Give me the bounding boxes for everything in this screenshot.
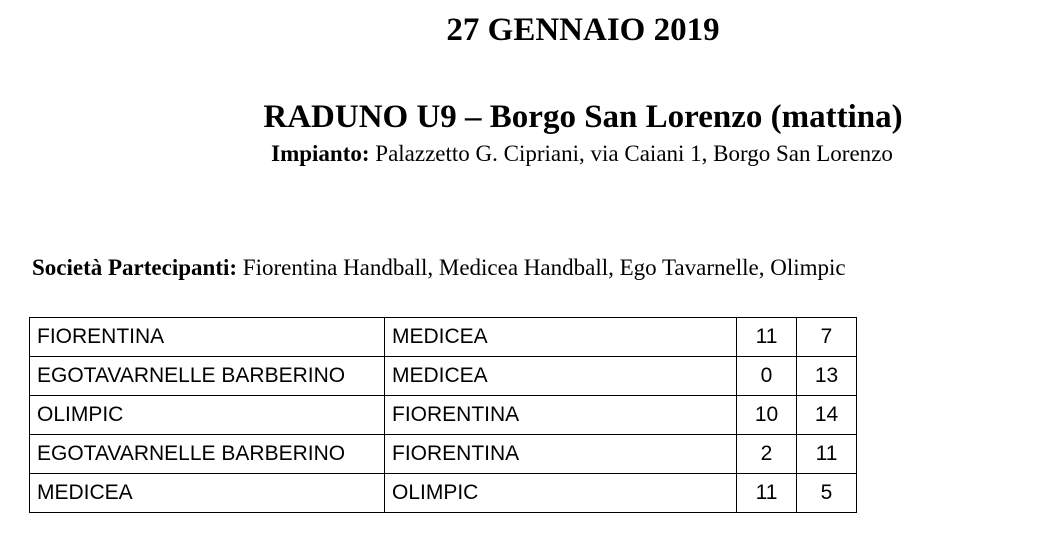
home-score-cell: 2 bbox=[737, 435, 797, 474]
participants-line bbox=[32, 253, 846, 283]
venue-label: Impianto: bbox=[271, 141, 370, 166]
home-score-cell: 11 bbox=[737, 318, 797, 357]
away-team-cell: FIORENTINA bbox=[385, 435, 737, 474]
participants-value: Fiorentina Handball, Medicea Handball, Ego Tavarnelle, Olimpic bbox=[237, 255, 846, 280]
home-score-cell: 0 bbox=[737, 357, 797, 396]
results-table bbox=[29, 317, 857, 513]
away-score-cell: 13 bbox=[797, 357, 857, 396]
home-team-cell: OLIMPIC bbox=[30, 396, 385, 435]
home-score-cell: 11 bbox=[737, 474, 797, 513]
home-team-cell: MEDICEA bbox=[30, 474, 385, 513]
table-row bbox=[30, 396, 857, 435]
away-score-cell: 14 bbox=[797, 396, 857, 435]
venue-value: Palazzetto G. Cipriani, via Caiani 1, Borgo San Lorenzo bbox=[369, 141, 893, 166]
participants-label: Società Partecipanti: bbox=[32, 255, 238, 280]
event-date: 27 GENNAIO 2019 bbox=[446, 12, 720, 48]
venue-line bbox=[0, 139, 1038, 169]
home-score-cell: 10 bbox=[737, 396, 797, 435]
table-row bbox=[30, 474, 857, 513]
table-row bbox=[30, 318, 857, 357]
table-row bbox=[30, 435, 857, 474]
home-team-cell: FIORENTINA bbox=[30, 318, 385, 357]
away-score-cell: 5 bbox=[797, 474, 857, 513]
away-score-cell: 7 bbox=[797, 318, 857, 357]
home-team-cell: EGOTAVARNELLE BARBERINO bbox=[30, 435, 385, 474]
home-team-cell: EGOTAVARNELLE BARBERINO bbox=[30, 357, 385, 396]
away-score-cell: 11 bbox=[797, 435, 857, 474]
away-team-cell: MEDICEA bbox=[385, 357, 737, 396]
away-team-cell: FIORENTINA bbox=[385, 396, 737, 435]
away-team-cell: OLIMPIC bbox=[385, 474, 737, 513]
away-team-cell: MEDICEA bbox=[385, 318, 737, 357]
table-row bbox=[30, 357, 857, 396]
event-title: RADUNO U9 – Borgo San Lorenzo (mattina) bbox=[263, 99, 903, 135]
